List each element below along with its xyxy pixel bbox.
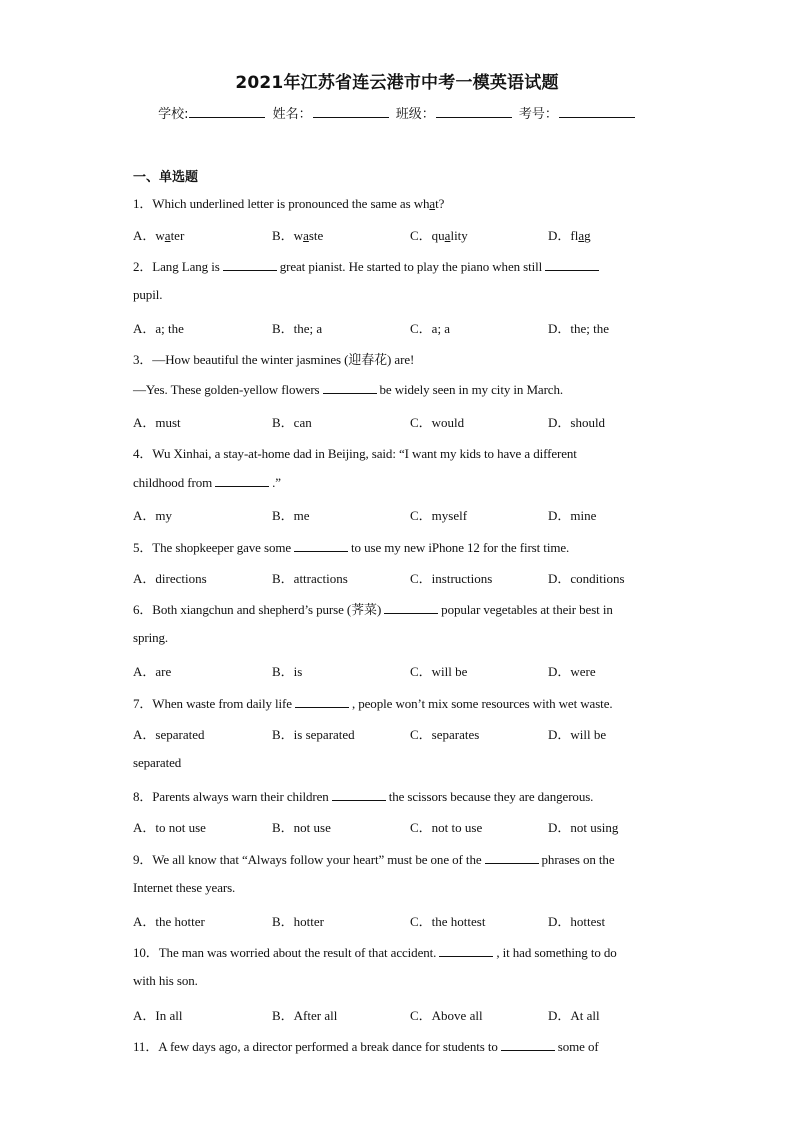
question-2-stem-continued: pupil. xyxy=(133,287,163,302)
question-2-stem xyxy=(133,256,602,275)
option-c[interactable]: C．quality xyxy=(410,228,468,243)
answer-blank[interactable] xyxy=(332,788,386,801)
school-blank[interactable] xyxy=(189,105,265,118)
question-text: some of xyxy=(557,1039,599,1054)
exam-number-blank[interactable] xyxy=(559,105,635,118)
option-c[interactable]: C．separates xyxy=(410,727,480,742)
page-title: 2021年江苏省连云港市中考一模英语试题 xyxy=(235,73,559,93)
option-a[interactable]: A．directions xyxy=(133,571,207,586)
section-heading: 一、单选题 xyxy=(133,170,199,185)
underlined-letter: a xyxy=(303,228,309,243)
question-3-stem-continued xyxy=(133,381,563,398)
question-10-stem xyxy=(133,942,617,961)
option-b[interactable]: B．is separated xyxy=(272,727,355,742)
option-d[interactable]: D．mine xyxy=(548,508,597,523)
answer-blank[interactable] xyxy=(295,695,349,708)
option-d[interactable]: D．should xyxy=(548,415,606,430)
question-text: 6．Both xiangchun and shepherd’s purse (荠菜) xyxy=(133,602,382,617)
question-text: .” xyxy=(272,475,281,490)
answer-blank[interactable] xyxy=(323,381,377,394)
option-c[interactable]: C．not to use xyxy=(410,820,483,835)
option-a[interactable]: A．my xyxy=(133,508,173,523)
option-d[interactable]: D．not using xyxy=(548,820,619,835)
question-text: 5．The shopkeeper gave some xyxy=(133,540,292,555)
question-text: 10．The man was worried about the result of that accident. xyxy=(133,945,437,960)
option-b[interactable]: B．attractions xyxy=(272,571,348,586)
option-d[interactable]: D．hottest xyxy=(548,914,606,929)
option-a[interactable]: A．a; the xyxy=(133,321,184,336)
option-d[interactable]: D．will be xyxy=(548,727,607,742)
option-d[interactable]: D．the; the xyxy=(548,321,610,336)
question-text: childhood from xyxy=(133,475,213,490)
class-blank[interactable] xyxy=(436,105,512,118)
option-d[interactable]: D．conditions xyxy=(548,571,625,586)
option-d[interactable]: D．were xyxy=(548,664,596,679)
question-text: 7．When waste from daily life xyxy=(133,696,292,711)
question-text: to use my new iPhone 12 for the first time. xyxy=(351,540,570,555)
option-b[interactable]: B．the; a xyxy=(272,321,323,336)
option-c[interactable]: C．would xyxy=(410,415,465,430)
option-d[interactable]: D．At all xyxy=(548,1008,600,1023)
question-3-stem: 3．—How beautiful the winter jasmines (迎春花) are! xyxy=(133,352,415,367)
answer-blank[interactable] xyxy=(501,1038,555,1051)
question-9-stem-continued: Internet these years. xyxy=(133,880,236,895)
option-c[interactable]: C．a; a xyxy=(410,321,451,336)
option-a[interactable]: A．are xyxy=(133,664,172,679)
underlined-letter: a xyxy=(578,228,585,243)
option-b[interactable]: B．can xyxy=(272,415,312,430)
question-4-stem: 4．Wu Xinhai, a stay-at-home dad in Beijing, said: “I want my kids to have a different xyxy=(133,446,577,461)
underlined-letter: a xyxy=(164,228,171,243)
question-text: 9．We all know that “Always follow your heart” must be one of the xyxy=(133,852,482,867)
option-b[interactable]: B．is xyxy=(272,664,303,679)
option-a[interactable]: A．the hotter xyxy=(133,914,205,929)
question-4-stem-continued xyxy=(133,474,281,491)
question-8-stem xyxy=(133,786,593,805)
question-text: great pianist. He started to play the piano when still xyxy=(279,259,543,274)
option-b[interactable]: B．me xyxy=(272,508,310,523)
option-a[interactable]: A．separated xyxy=(133,727,205,742)
question-text: —Yes. These golden-yellow flowers xyxy=(133,382,320,397)
option-d[interactable]: D．flag xyxy=(548,228,591,243)
class-label: 班级： xyxy=(395,107,435,122)
answer-blank[interactable] xyxy=(223,258,277,271)
option-a[interactable]: A．In all xyxy=(133,1008,183,1023)
question-text: popular vegetables at their best in xyxy=(441,602,613,617)
question-text: the scissors because they are dangerous. xyxy=(388,789,594,804)
name-blank[interactable] xyxy=(313,105,389,118)
answer-blank[interactable] xyxy=(439,944,493,957)
question-6-stem xyxy=(133,599,613,618)
option-a[interactable]: A．to not use xyxy=(133,820,206,835)
option-c[interactable]: C．Above all xyxy=(410,1008,483,1023)
question-text: , it had something to do xyxy=(496,945,617,960)
option-b[interactable]: B．After all xyxy=(272,1008,338,1023)
question-text: , people won’t mix some resources with wet waste. xyxy=(351,696,613,711)
name-label: 姓名： xyxy=(272,107,312,122)
question-text: 11．A few days ago, a director performed a break dance for students to xyxy=(133,1039,498,1054)
question-1-stem xyxy=(133,193,444,212)
answer-blank[interactable] xyxy=(215,474,269,487)
school-label: 学校: xyxy=(158,107,189,122)
answer-blank[interactable] xyxy=(294,539,348,552)
question-text: be widely seen in my city in March. xyxy=(379,382,564,397)
question-11-stem xyxy=(133,1036,599,1055)
answer-blank[interactable] xyxy=(545,258,599,271)
underlined-letter: a xyxy=(444,228,451,243)
option-c[interactable]: C．the hottest xyxy=(410,914,486,929)
question-text: 2．Lang Lang is xyxy=(133,259,220,274)
answer-blank[interactable] xyxy=(384,601,438,614)
option-b[interactable]: B．not use xyxy=(272,820,331,835)
option-c[interactable]: C．instructions xyxy=(410,571,493,586)
question-7-stem xyxy=(133,693,613,712)
student-info-line xyxy=(0,103,794,122)
answer-blank[interactable] xyxy=(485,851,539,864)
question-text: 8．Parents always warn their children xyxy=(133,789,329,804)
option-b[interactable]: B．hotter xyxy=(272,914,324,929)
underlined-letter: a xyxy=(429,196,436,211)
option-d-continued: separated xyxy=(133,755,182,770)
option-a[interactable]: A．water xyxy=(133,228,185,243)
option-c[interactable]: C．will be xyxy=(410,664,468,679)
option-b[interactable]: B．waste xyxy=(272,228,324,243)
question-6-stem-continued: spring. xyxy=(133,630,169,645)
question-text: phrases on the xyxy=(541,852,615,867)
question-text: 1．Which underlined letter is pronounced the same as what? xyxy=(133,196,445,211)
question-9-stem xyxy=(133,849,615,868)
question-10-stem-continued: with his son. xyxy=(133,973,198,988)
option-a[interactable]: A．must xyxy=(133,415,181,430)
exam-number-label: 考号： xyxy=(518,107,558,122)
option-c[interactable]: C．myself xyxy=(410,508,468,523)
question-5-stem xyxy=(133,537,569,556)
